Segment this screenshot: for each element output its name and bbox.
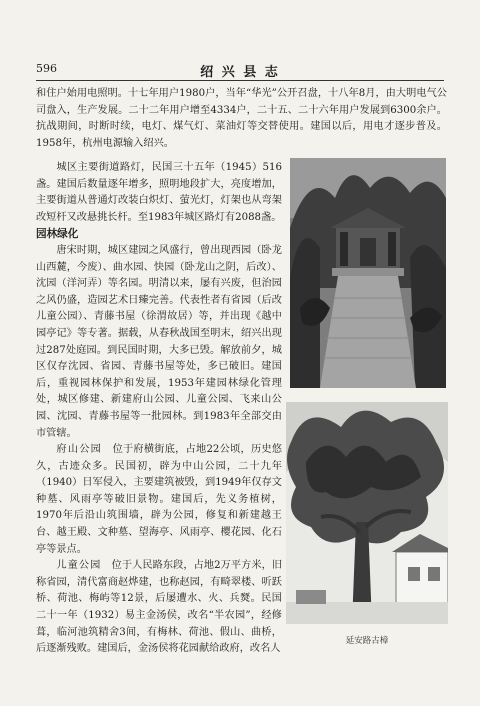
children-park-text: 位于人民路东段，占地2万平方米，旧称省园，清代富商赵烨建，也称赵园，有畸翠楼、听跃桥、荷池、梅屿等12景，后屡遭水、火、兵燹。民国二十一年（1932）易主金汤侯，改名“半农园”，经修葺，临河池筑精舍3间，有梅林、荷池、假山、曲桥，后逐渐残败。建国后，金汤侯将花园献给政府，改名人	[36, 560, 283, 655]
children-park-entry	[36, 558, 282, 658]
fushan-entry	[36, 442, 282, 558]
page-number: 596	[36, 62, 57, 75]
streetlight-paragraph: 城区主要街道路灯，民国三十五年（1945）516盏。建国后数量逐年增多，照明地段扩大，亮度增加，主要街道从普通灯改装白炽灯、萤光灯，灯架也从弯架改短杆又改悬挑长杆。至1983年城区路灯有2088盏。	[36, 162, 282, 223]
header-rule	[36, 80, 444, 81]
fushan-text: 位于府横街底，占地22公顷，历史悠久，古迹众多。民国初，辟为中山公园，二十九年（1940）日军侵入，主要建筑被毁，到1949年仅存文种墓、风雨亭等破旧景物。建国后，先义务植树，1970年后沿山筑围墙，辟为公园，修复和新建越王台、越王殿、文种墓、望海亭、风雨亭、樱花园、化石亭等景点。	[36, 444, 283, 555]
page-header	[36, 62, 444, 80]
intro-paragraph: 和住户始用电照明。十七年用户1980户，当年“华光”公开召盘，十八年8月，由大明电气公司盘入，生产发展。二十二年用户增至4334户，二十五、二十六年用户发展到6300余户。抗战期间，时断时续，电灯、煤气灯、菜油灯等交替使用。建国以后，用电才逐步普及。1958年，杭州电源输入绍兴。	[36, 88, 447, 149]
section-title: 园林绿化	[36, 228, 79, 241]
book-title: 绍 兴 县 志	[200, 65, 280, 80]
fushan-name: 府山公园	[56, 444, 103, 456]
yuewang-hall-photo	[290, 158, 446, 388]
ancient-camphor-photo	[286, 402, 448, 624]
intro-block	[36, 86, 447, 152]
left-column	[36, 160, 282, 658]
bottom-photo-caption: 延安路古樟	[345, 636, 389, 646]
garden-paragraph: 唐宋时期，城区建园之风盛行，曾出现西园（卧龙山西麓，今废）、曲水园、快园（卧龙山之阴，后改）、沈园（洋河弄）等名园。明清以来，屡有兴废，但治园之风仍盛，造园艺术日臻完善。代表性者有省园（后改儿童公园）、青藤书屋（徐渭故居）等，并出现《越中园亭记》等专著。据载，从春秋战国至明末，绍兴出现过287处庭园。到民国时期，大多已毁。解放前夕，城区仅存沈园、省园、青藤书屋等处，多已破旧。建国后，重视园林保护和发展，1953年建园林绿化管理处，城区修建、新建府山公园、儿童公园、飞来山公园、沈园、青藤书屋等一批园林。到1983年全部交由市管辖。	[36, 244, 282, 439]
children-park-name: 儿童公园	[56, 560, 102, 572]
